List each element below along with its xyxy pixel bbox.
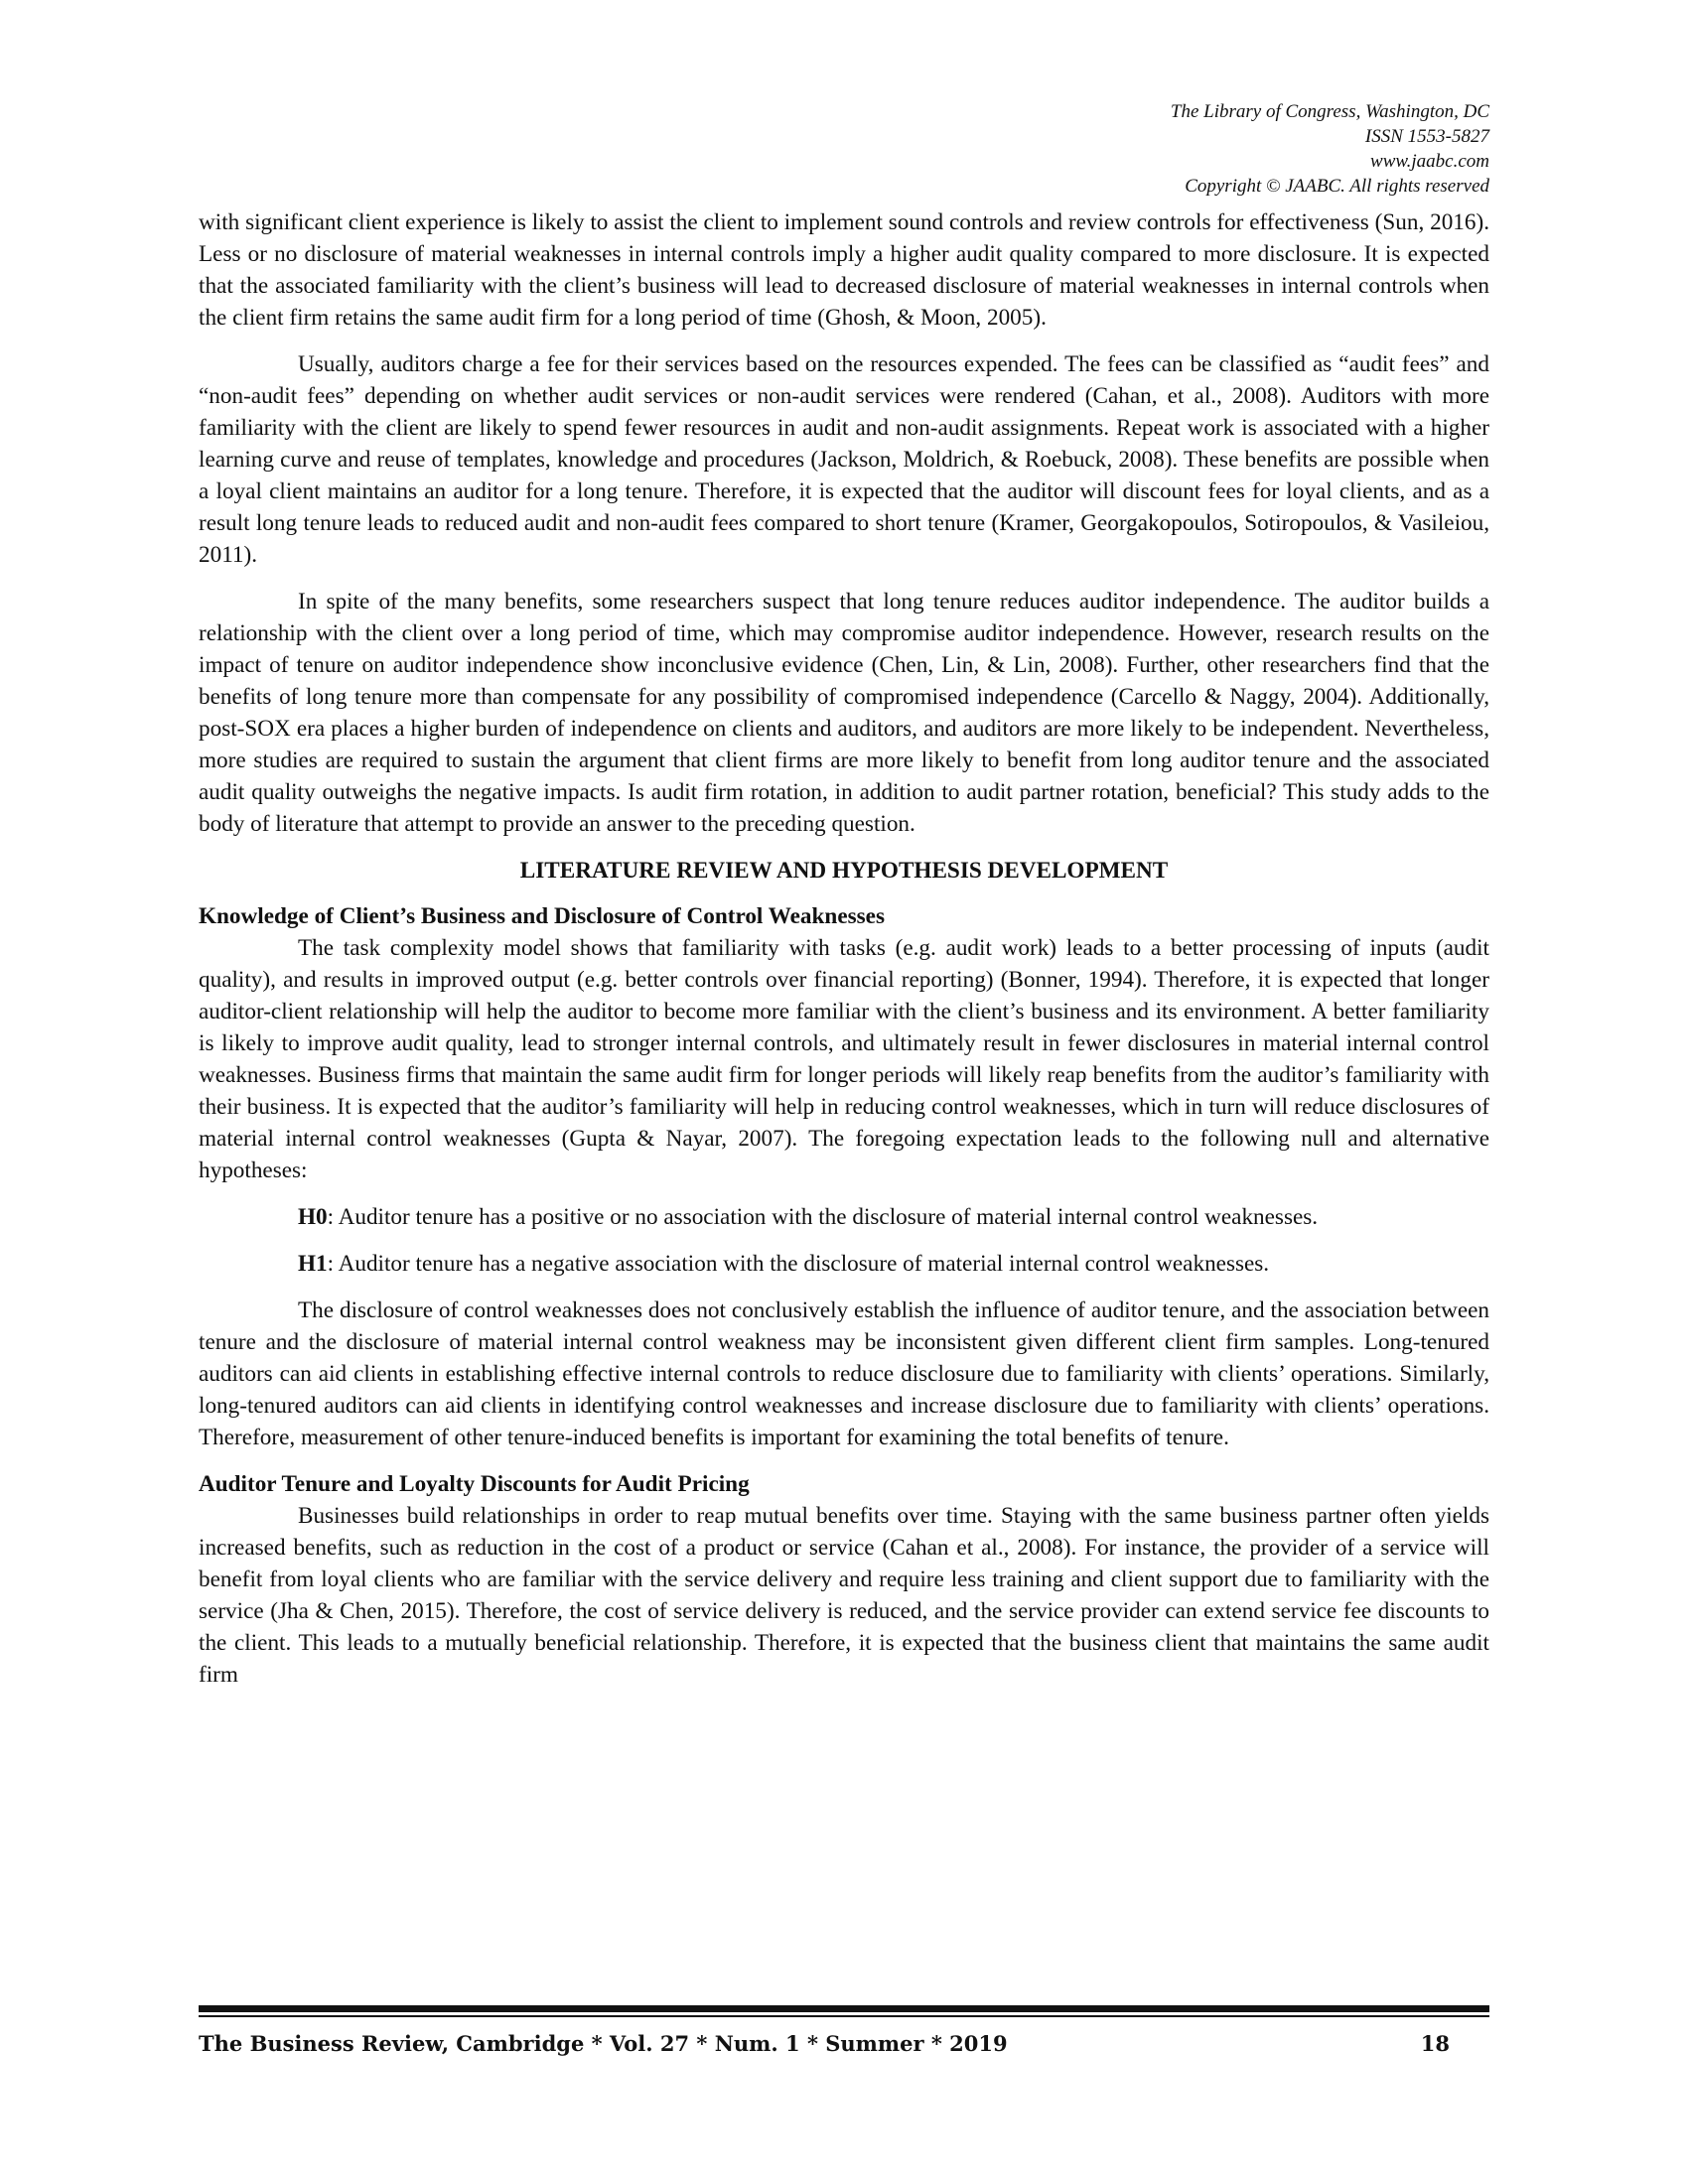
header-line-3: www.jaabc.com xyxy=(1370,151,1489,172)
footer-rule-thin xyxy=(199,2015,1489,2017)
hypothesis-h0-text: : Auditor tenure has a positive or no association with the disclosure of material internal control weaknesses. xyxy=(327,1204,1319,1230)
footer-rule-thick xyxy=(199,2005,1489,2012)
running-header xyxy=(199,99,1489,199)
page-number: 18 xyxy=(1420,2031,1450,2056)
subheading-1: Knowledge of Client’s Business and Disclosure of Control Weaknesses xyxy=(199,903,885,929)
page-body xyxy=(199,99,1489,1706)
hypothesis-h1 xyxy=(298,1248,1489,1280)
hypothesis-h1-label: H1 xyxy=(298,1251,328,1277)
journal-citation: The Business Review, Cambridge * Vol. 27 * Num. 1 * Summer * 2019 xyxy=(199,2031,1008,2056)
page-footer xyxy=(199,2005,1489,2056)
paragraph-1: with significant client experience is likely to assist the client to implement sound controls and review controls for effectiveness (Sun, 2016). Less or no disclosure of material weaknesses in internal controls imply a higher audit quality compared to more disclosure. It is expected that the associated familiarity with the client’s business will lead to decreased disclosure of material weaknesses in internal controls when the client firm retains the same audit firm for a long period of time (Ghosh, & Moon, 2005). xyxy=(199,209,1489,331)
paragraph-5: The disclosure of control weaknesses does not conclusively establish the influence of auditor tenure, and the association between tenure and the disclosure of material internal control weakness may be inconsistent given different client firm samples. Long-tenured auditors can aid clients in establishing effective internal controls to reduce disclosure due to familiarity with clients’ operations. Similarly, long-tenured auditors can aid clients in identifying control weaknesses and increase disclosure due to familiarity with clients’ operations. Therefore, measurement of other tenure-induced benefits is important for examining the total benefits of tenure. xyxy=(199,1297,1489,1450)
subheading-2: Auditor Tenure and Loyalty Discounts for Audit Pricing xyxy=(199,1471,750,1497)
header-line-2: ISSN 1553-5827 xyxy=(1364,126,1489,147)
paragraph-2: Usually, auditors charge a fee for their services based on the resources expended. The fees can be classified as “audit fees” and “non-audit fees” depending on whether audit services or non-audit services were rendered (Cahan, et al., 2008). Auditors with more familiarity with the client are likely to spend fewer resources in audit and non-audit assignments. Repeat work is associated with a higher learning curve and reuse of templates, knowledge and procedures (Jackson, Moldrich, & Roebuck, 2008). These benefits are possible when a loyal client maintains an auditor for a long tenure. Therefore, it is expected that the auditor will discount fees for loyal clients, and as a result long tenure leads to reduced audit and non-audit fees compared to short tenure (Kramer, Georgakopoulos, Sotiropoulos, & Vasileiou, 2011). xyxy=(199,351,1489,568)
paragraph-3: In spite of the many benefits, some researchers suspect that long tenure reduces auditor independence. The auditor builds a relationship with the client over a long period of time, which may compromise auditor independence. However, research results on the impact of tenure on auditor independence show inconclusive evidence (Chen, Lin, & Lin, 2008). Further, other researchers find that the benefits of long tenure more than compensate for any possibility of compromised independence (Carcello & Naggy, 2004). Additionally, post-SOX era places a higher burden of independence on clients and auditors, and auditors are more likely to be independent. Nevertheless, more studies are required to sustain the argument that client firms are more likely to benefit from long auditor tenure and the associated audit quality outweighs the negative impacts. Is audit firm rotation, in addition to audit partner rotation, beneficial? This study adds to the body of literature that attempt to provide an answer to the preceding question. xyxy=(199,589,1489,837)
paragraph-4: The task complexity model shows that familiarity with tasks (e.g. audit work) leads to a better processing of inputs (audit quality), and results in improved output (e.g. better controls over financial reporting) (Bonner, 1994). Therefore, it is expected that longer auditor-client relationship will help the auditor to become more familiar with the client’s business and its environment. A better familiarity is likely to improve audit quality, lead to stronger internal controls, and ultimately result in fewer disclosures in material internal control weaknesses. Business firms that maintain the same audit firm for longer periods will likely reap benefits from the auditor’s familiarity with their business. It is expected that the auditor’s familiarity will help in reducing control weaknesses, which in turn will reduce disclosures of material internal control weaknesses (Gupta & Nayar, 2007). The foregoing expectation leads to the following null and alternative hypotheses: xyxy=(199,935,1489,1183)
paragraph-6: Businesses build relationships in order to reap mutual benefits over time. Staying with the same business partner often yields increased benefits, such as reduction in the cost of a product or service (Cahan et al., 2008). For instance, the provider of a service will benefit from loyal clients who are familiar with the service delivery and require less training and client support due to familiarity with the service (Jha & Chen, 2015). Therefore, the cost of service delivery is reduced, and the service provider can extend service fee discounts to the client. This leads to a mutually beneficial relationship. Therefore, it is expected that the business client that maintains the same audit firm xyxy=(199,1503,1489,1688)
hypothesis-h0 xyxy=(298,1201,1489,1233)
article-text xyxy=(199,206,1489,1691)
section-heading: LITERATURE REVIEW AND HYPOTHESIS DEVELOPMENT xyxy=(519,858,1169,884)
header-line-1: The Library of Congress, Washington, DC xyxy=(1170,101,1489,122)
footer-row xyxy=(199,2031,1489,2056)
hypotheses-list xyxy=(298,1201,1489,1280)
hypothesis-h1-text: : Auditor tenure has a negative association with the disclosure of material internal control weaknesses. xyxy=(327,1251,1270,1277)
hypothesis-h0-label: H0 xyxy=(298,1204,328,1230)
header-line-4: Copyright © JAABC. All rights reserved xyxy=(1185,176,1489,197)
